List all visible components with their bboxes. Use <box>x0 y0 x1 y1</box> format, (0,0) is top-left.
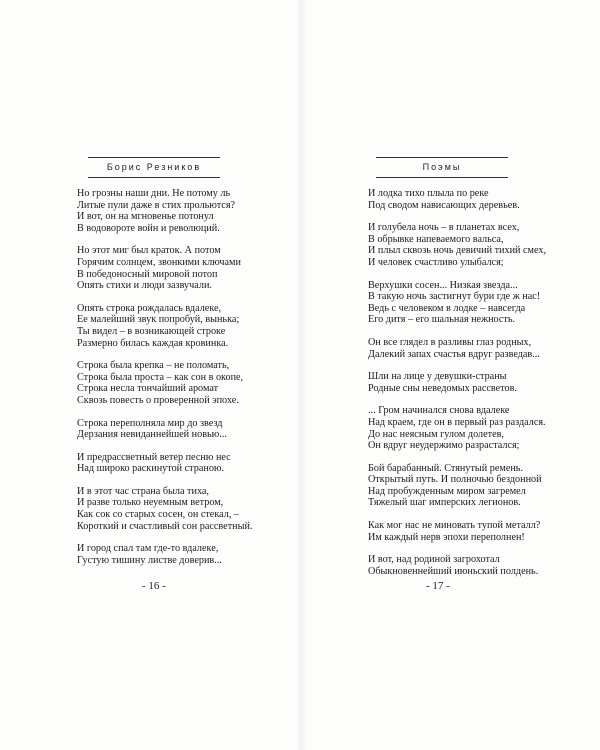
poem-line: Обыкновеннейший июньский полдень. <box>368 565 539 577</box>
poem-line: Горячим солнцем, звонкими ключами <box>77 256 241 268</box>
right-page <box>300 0 600 750</box>
poem-line: До нас неясным гулом долетев, <box>368 428 504 440</box>
left-poem-body <box>77 188 252 577</box>
stanza <box>77 486 252 532</box>
poem-line: И голубела ночь – в планетах всех, <box>368 222 520 234</box>
poem-line: Его дитя – его шальная нежность. <box>368 314 516 326</box>
poem-line: Строка была крепка – не поломать, <box>77 360 230 372</box>
stanza <box>77 245 252 291</box>
poem-line: Опять стихи и люди зазвучали. <box>77 280 212 292</box>
stanza <box>368 280 546 326</box>
stanza <box>368 554 546 577</box>
poem-line: Он вдруг неудержимо разрастался; <box>368 440 520 452</box>
poem-line: И разве только неуемным ветром, <box>77 497 224 509</box>
poem-line: Под сводом нависающих деревьев. <box>368 199 520 211</box>
poem-line: Ведь с человеком в лодке – навсегда <box>368 302 526 314</box>
poem-line: Но грозны наши дни. Не потому ль <box>77 188 231 199</box>
poem-line: Размерно билась каждая кровинка. <box>77 337 229 349</box>
poem-line: В такую ночь застигнут бури где ж нас! <box>368 291 541 303</box>
poem-line: И город спал там где-то вдалеке, <box>77 543 219 555</box>
poem-line: В победоносный мировой потоп <box>77 268 218 280</box>
poem-line: Верхушки сосен... Низкая звезда... <box>368 279 518 291</box>
stanza <box>368 463 546 509</box>
header-rule-bottom <box>88 177 220 178</box>
poem-line: Ты видел – в возникающей строке <box>77 325 226 337</box>
stanza <box>77 452 252 475</box>
poem-line: Строка несла тончайший аромат <box>77 383 219 395</box>
poem-line: Густую тишину листве доверив... <box>77 554 222 566</box>
poem-line: Он все глядел в разливы глаз родных, <box>368 336 532 348</box>
poem-line: Опять строка рождалась вдалеке, <box>77 302 222 314</box>
poem-line: Как мог нас не миновать тупой металл? <box>368 520 541 532</box>
poem-line: Над широко раскинутой страною. <box>77 463 225 475</box>
poem-line: Литые пули даже в стих прольются? <box>77 199 236 211</box>
header-rule-top <box>376 157 508 158</box>
poem-line: В обрывке напеваемого вальса, <box>368 233 504 245</box>
stanza <box>368 222 546 268</box>
right-running-header <box>376 157 508 178</box>
stanza <box>368 337 546 360</box>
poem-line: И плыл сквозь ночь девичий тихий смех, <box>368 245 547 257</box>
stanza <box>77 188 252 234</box>
poem-line: Дерзания невиданнейшей новью... <box>77 429 227 441</box>
stanza <box>368 520 546 543</box>
poem-line: Над пробужденным миром загремел <box>368 485 526 497</box>
poem-line: Над краем, где он в первый раз раздался. <box>368 416 546 428</box>
poem-line: И в этот час страна была тиха, <box>77 485 209 497</box>
right-poem-body <box>368 188 546 588</box>
stanza <box>77 360 252 406</box>
poem-line: ... Гром начинался снова вдалеке <box>368 405 510 417</box>
header-rule-bottom <box>376 177 508 178</box>
poem-line: Родные сны неведомых рассветов. <box>368 382 517 394</box>
header-rule-top <box>88 157 220 158</box>
left-running-header <box>88 157 220 178</box>
poem-line: И человек счастливо улыбался; <box>368 256 504 268</box>
stanza <box>368 405 546 451</box>
poem-line: В водовороте войн и революций. <box>77 222 220 234</box>
poem-line: И предрассветный ветер песню нес <box>77 451 231 463</box>
left-page-number: - 16 - <box>142 580 166 592</box>
right-page-number: - 17 - <box>426 580 450 592</box>
poem-line: И вот, над родиной загрохотал <box>368 554 500 566</box>
poem-line: Короткий и счастливый сон рассветный. <box>77 520 253 532</box>
poem-line: И лодка тихо плыла по реке <box>368 188 489 199</box>
poem-line: Далекий запах счастья вдруг разведав... <box>368 348 540 360</box>
poem-line: Но этот миг был краток. А потом <box>77 245 221 257</box>
right-header-title: Поэмы <box>422 162 462 172</box>
poem-line: И вот, он на мгновенье потонул <box>77 211 214 223</box>
left-header-title: Борис Резников <box>106 162 202 172</box>
poem-line: Бой барабанный. Стянутый ремень. <box>368 462 523 474</box>
poem-line: Шли на лице у девушки-страны <box>368 371 507 383</box>
poem-line: Им каждый нерв эпохи переполнен! <box>368 531 525 543</box>
poem-line: Строка была проста – как сон в окопе, <box>77 371 244 383</box>
poem-line: Ее малейший звук попробуй, вынька; <box>77 314 240 326</box>
poem-line: Как сок со старых сосен, он стекал, – <box>77 509 240 521</box>
stanza <box>77 543 252 566</box>
poem-line: Тяжелый шаг имперских легионов. <box>368 497 521 509</box>
stanza <box>77 303 252 349</box>
poem-line: Открытый путь. И полночью бездонной <box>368 474 542 486</box>
stanza <box>368 371 546 394</box>
stanza <box>368 188 546 211</box>
stanza <box>77 418 252 441</box>
poem-line: Сквозь повесть о проверенной эпохе. <box>77 394 239 406</box>
poem-line: Строка переполняла мир до звезд <box>77 417 223 429</box>
